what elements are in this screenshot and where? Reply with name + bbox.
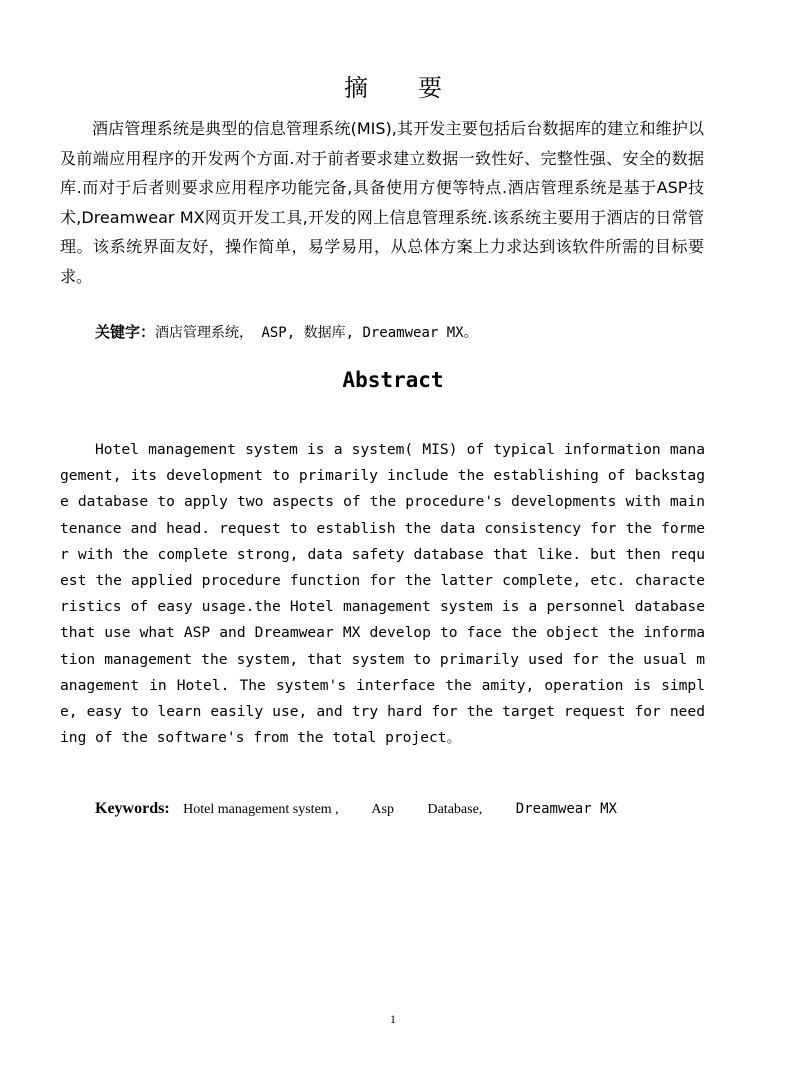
page-number: 1 xyxy=(390,1012,396,1026)
chinese-keywords-label: 关键字： xyxy=(95,323,156,341)
chinese-abstract-body: 酒店管理系统是典型的信息管理系统(MIS),其开发主要包括后台数据库的建立和维护以及前端应用程序的开发两个方面.对于前者要求建立数据一致性好、完整性强、安全的数据库.而对于后者则要求应用程序功能完备,具备使用方便等特点.酒店管理系统是基于ASP技术,Dreamwear MX网页开发工具,开发的网上信息管理系统.该系统主要用于酒店的日常管理。该系统界面友好，操作简单，易学易用，从总体方案上力求达到该软件所需的目标要求。 xyxy=(60,119,704,286)
chinese-abstract-title: 摘要 xyxy=(344,74,492,102)
chinese-keywords-values: 酒店管理系统， ASP, 数据库, Dreamwear MX。 xyxy=(155,325,478,341)
english-abstract-title: Abstract xyxy=(342,368,444,392)
keyword-asp: Asp xyxy=(371,802,394,817)
english-keywords-label: Keywords: xyxy=(95,800,170,817)
chinese-keywords xyxy=(95,318,715,347)
english-abstract-body: Hotel management system is a system( MIS) of typical information management, its development to primarily include the establishing of backstage database to apply two aspects of the procedure's developments with maintenance and head. request to establish the data consistency for the former with the complete strong, data safety database that like. but then request the applied procedure function for the latter complete, etc. characteristics of easy usage.the Hotel management system is a personnel database that use what ASP and Dreamwear MX develop to face the object the information management the system, that system to primarily used for the usual management in Hotel. The system's interface the amity, operation is simple, easy to learn easily use, and try hard for the target request for needing of the software's from the total project。 xyxy=(60,441,705,747)
keyword-hotel-management-system: Hotel management system , xyxy=(183,802,339,817)
keyword-database: Database, xyxy=(427,802,483,817)
keyword-dreamwear-mx: Dreamwear MX xyxy=(515,801,617,817)
english-keywords xyxy=(95,795,715,824)
